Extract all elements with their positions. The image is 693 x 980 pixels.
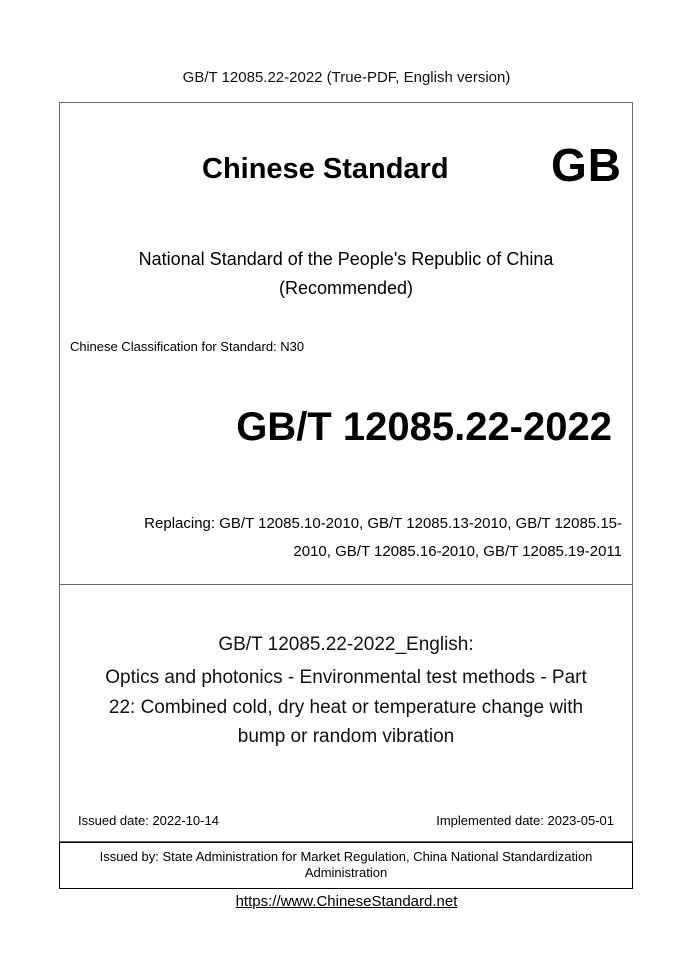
english-title-line-4: bump or random vibration [237,726,455,747]
document-header-title: GB/T 12085.22-2022 (True-PDF, English version) [182,69,511,86]
implemented-date: Implemented date: 2023-05-01 [436,813,614,828]
english-title-line-1: GB/T 12085.22-2022_English: [218,634,474,655]
issuer-box [59,842,633,889]
issued-date: Issued date: 2022-10-14 [78,813,219,828]
replacing-line-1: Replacing: GB/T 12085.10-2010, GB/T 12085.13-2010, GB/T 12085.15- [144,515,622,532]
english-title-line-2: Optics and photonics - Environmental test methods - Part [105,667,587,688]
national-standard-line: National Standard of the People's Republic of China [138,249,554,269]
issuer-line-2: Administration [304,865,388,880]
english-title-line-3: 22: Combined cold, dry heat or temperature change with [108,697,584,718]
classification-text: Chinese Classification for Standard: N30 [70,339,305,354]
standard-number: GB/T 12085.22-2022 [236,405,612,449]
gb-mark: GB [551,139,622,191]
chinese-standard-heading: Chinese Standard [202,153,449,185]
issuer-line-1: Issued by: State Administration for Market Regulation, China National Standardization [99,849,593,864]
section-divider [60,584,632,585]
replacing-line-2: 2010, GB/T 12085.16-2010, GB/T 12085.19-2011 [293,543,622,560]
website-link[interactable]: https://www.ChineseStandard.net [235,893,458,910]
cover-frame [59,102,633,842]
recommended-line: (Recommended) [278,278,414,298]
